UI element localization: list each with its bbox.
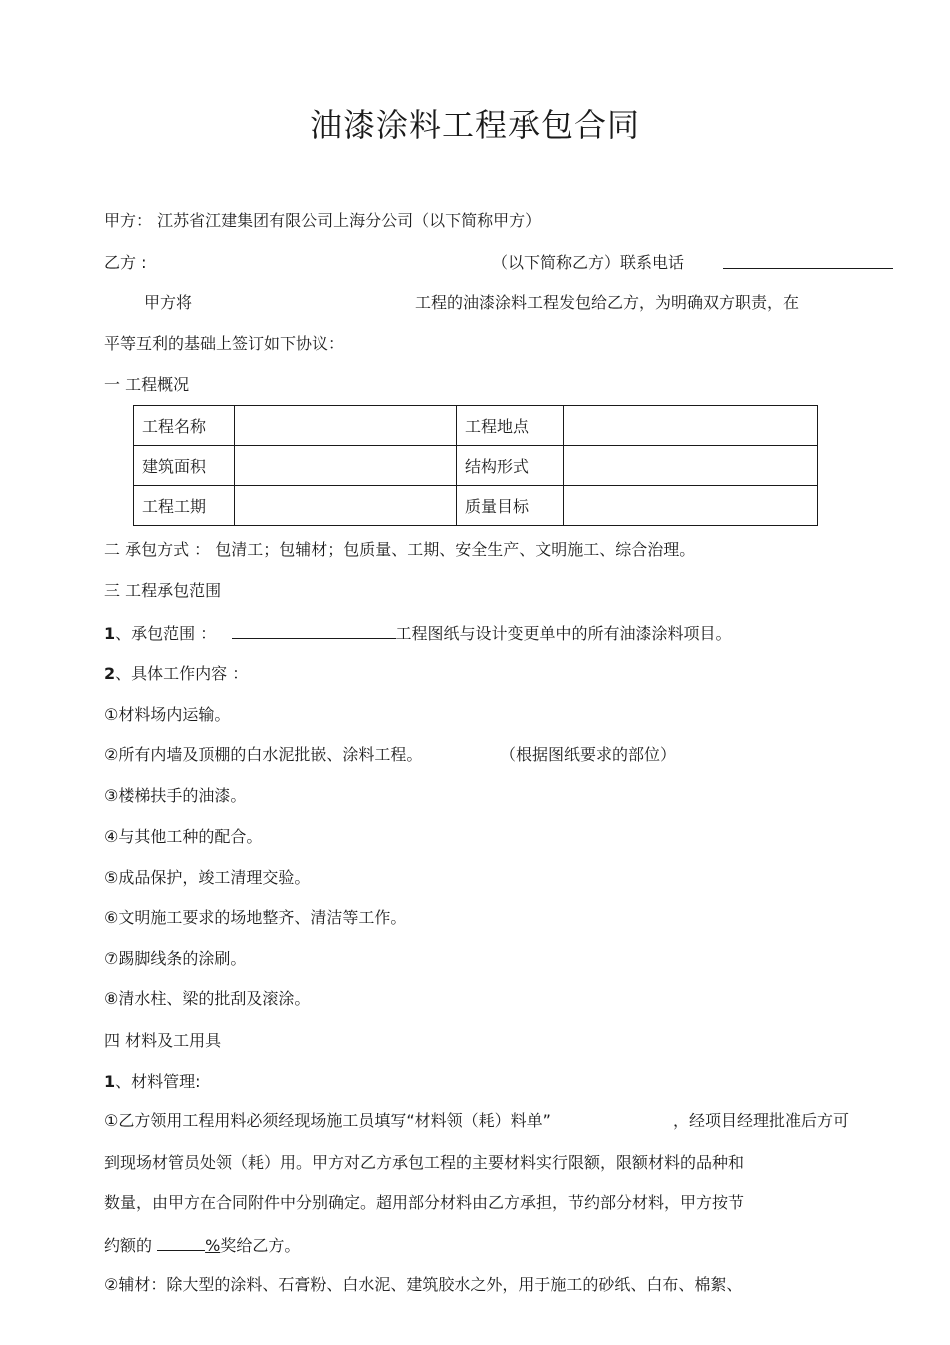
percent-sign: % [205,1236,221,1255]
item-number: 1 [104,624,116,643]
work-item: ①材料场内运输。 [104,705,231,724]
table-cell: 质量目标 [457,486,564,526]
work-item: ⑧清水柱、梁的批刮及滚涂。 [104,989,311,1008]
table-cell: 工程地点 [457,406,564,446]
intro-part2: 工程的油漆涂料工程发包给乙方，为明确双方职责，在 [415,293,800,312]
table-cell: 工程名称 [134,406,235,446]
work-content-label: 、具体工作内容 ： [115,664,249,683]
work-item: ⑥文明施工要求的场地整齐、清洁等工作。 [104,908,407,927]
work-item: ⑤成品保护，竣工清理交验。 [104,868,311,887]
section4-heading: 四 材料及工用具 [104,1031,222,1050]
work-item: ③楼梯扶手的油漆。 [104,786,247,805]
material-p1-line2: 到现场材管员处领（耗）用。甲方对乙方承包工程的主要材料实行限额，限额材料的品种和 [104,1153,745,1172]
scope-item-2 [104,663,248,685]
table-cell [235,486,457,526]
table-cell: 工程工期 [134,486,235,526]
party-a: 甲方： 江苏省江建集团有限公司上海分公司（以下简称甲方） [104,211,542,230]
work-item: ⑦踢脚线条的涂刷。 [104,949,247,968]
intro-part3: 平等互利的基础上签订如下协议： [104,334,345,353]
material-item-1 [104,1071,201,1093]
item-number: 2 [104,664,116,683]
work-item: ②所有内墙及顶棚的白水泥批嵌、涂料工程。 [104,745,423,764]
material-p1-line3: 数量，由甲方在合同附件中分别确定。超用部分材料由乙方承担，节约部分材料，甲方按节 [104,1193,745,1212]
material-p1-line4 [104,1234,300,1257]
table-cell: 建筑面积 [134,446,235,486]
project-overview-table [133,405,818,526]
party-b-label: 乙方 : [104,253,147,272]
section3-heading: 三 工程承包范围 [104,581,222,600]
material-p1-line4c: 奖给乙方。 [220,1236,301,1255]
table-cell [235,446,457,486]
intro-part1: 甲方将 [144,293,193,312]
phone-blank [723,252,893,275]
scope-blank [232,622,396,639]
table-row [134,486,818,526]
scope-item-1 [104,622,732,645]
section2-contract-mode: 二 承包方式 ： 包清工；包辅材；包质量、工期、安全生产、文明施工、综合治理。 [104,540,696,559]
scope-label: 、承包范围 ： [115,624,217,643]
table-row [134,446,818,486]
material-label: 、材料管理: [115,1072,201,1091]
item-number: 1 [104,1072,116,1091]
table-cell [564,446,818,486]
work-item: ④与其他工种的配合。 [104,827,263,846]
scope-rest: 工程图纸与设计变更单中的所有油漆涂料项目。 [395,624,732,643]
document-title: 油漆涂料工程承包合同 [309,106,640,144]
material-p2: ②辅材：除大型的涂料、石膏粉、白水泥、建筑胶水之外，用于施工的砂纸、白布、棉絮、 [104,1275,743,1294]
work-item-note: （根据图纸要求的部位） [500,745,677,764]
percent-blank [157,1234,205,1251]
section1-heading: 一 工程概况 [104,375,190,394]
material-p1-line4a: 约额的 [104,1236,153,1255]
table-cell [564,486,818,526]
party-b-abbrev: （以下简称乙方）联系电话 [492,253,685,272]
table-row [134,406,818,446]
material-p1-line1a: ①乙方领用工程用料必须经现场施工员填写“材料领（耗）料单” [104,1111,551,1130]
material-p1-line1b: ，经项目经理批准后方可 [673,1111,850,1130]
table-cell [564,406,818,446]
table-cell [235,406,457,446]
table-cell: 结构形式 [457,446,564,486]
